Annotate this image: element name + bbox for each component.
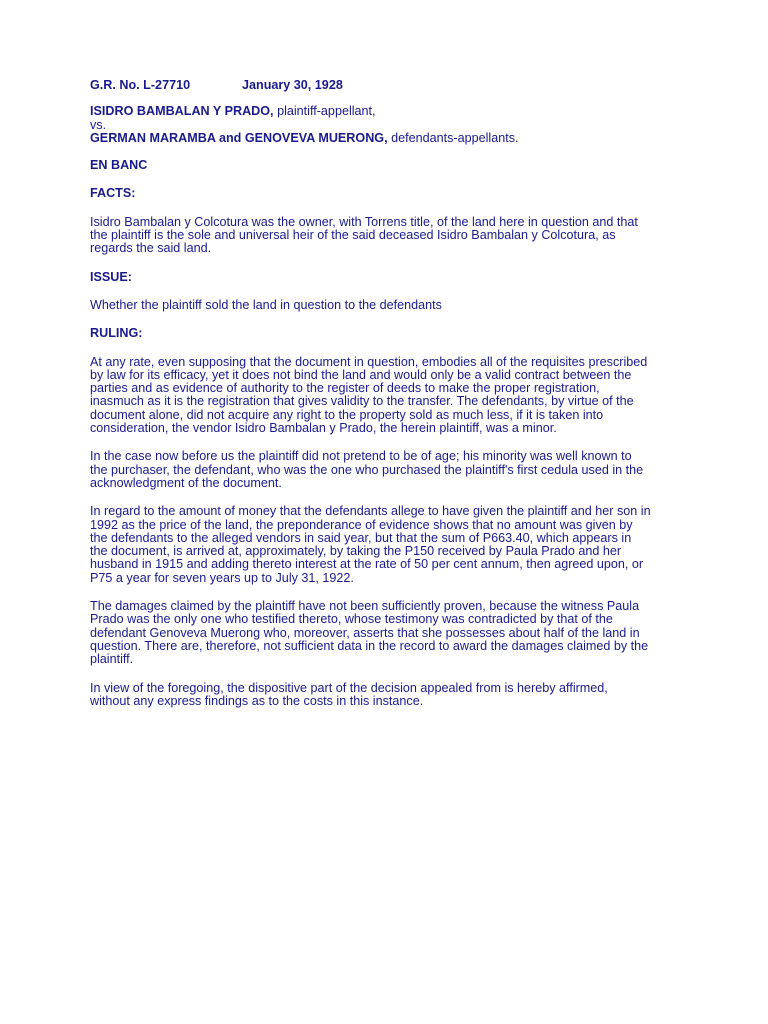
text-line: the document, is arrived at, approximately, by taking the P150 received by Paula Prado and her <box>90 544 622 559</box>
text-line: The damages claimed by the plaintiff have not been sufficiently proven, because the witness Paula <box>90 599 640 614</box>
defendants-line <box>90 132 690 145</box>
text-line: defendant Genoveva Muerong who, moreover, asserts that she possesses about half of the land in <box>90 625 640 640</box>
ruling-paragraph <box>90 505 690 585</box>
text-line: 1992 as the price of the land, the preponderance of evidence shows that no amount was given by <box>90 517 633 532</box>
facts-heading: FACTS: <box>90 186 136 201</box>
text-line: without any express findings as to the costs in this instance. <box>90 693 424 708</box>
text-line: husband in 1915 and adding thereto interest at the rate of 50 per cent annum, then agreed upon, or <box>90 557 644 572</box>
ruling-paragraph <box>90 450 690 490</box>
issue-heading: ISSUE: <box>90 269 132 284</box>
case-header <box>90 79 690 92</box>
text-line: In regard to the amount of money that the defendants allege to have given the plaintiff and her son in <box>90 504 651 519</box>
ruling-paragraph <box>90 600 690 666</box>
case-date: January 30, 1928 <box>242 78 343 92</box>
text-line: Isidro Bambalan y Colcotura was the owner, with Torrens title, of the land here in question and that <box>90 214 638 229</box>
case-digest <box>90 79 690 723</box>
plaintiff-line <box>90 105 690 118</box>
text-line: acknowledgment of the document. <box>90 475 282 490</box>
facts-paragraph <box>90 216 690 256</box>
issue-paragraph <box>90 299 690 312</box>
text-line: At any rate, even supposing that the document in question, embodies all of the requisites prescribed <box>90 354 648 369</box>
defendants-name: GERMAN MARAMBA and GENOVEVA MUERONG, <box>90 130 388 145</box>
text-line: regards the said land. <box>90 241 212 256</box>
text-line: Whether the plaintiff sold the land in question to the defendants <box>90 297 442 312</box>
ruling-heading: RULING: <box>90 326 143 341</box>
text-line: In view of the foregoing, the dispositive part of the decision appealed from is hereby affirmed, <box>90 680 608 695</box>
text-line: inasmuch as it is the registration that gives validity to the transfer. The defendants, by virtue of the <box>90 394 634 409</box>
court-division: EN BANC <box>90 158 148 173</box>
versus-text: vs. <box>90 117 107 132</box>
text-line: the purchaser, the defendant, who was the one who purchased the plaintiff's first cedula used in the <box>90 462 644 477</box>
text-line: P75 a year for seven years up to July 31, 1922. <box>90 570 354 585</box>
text-line: the defendants to the alleged vendors in said year, but that the sum of P663.40, which appears in <box>90 530 632 545</box>
text-line: plaintiff. <box>90 652 134 667</box>
case-parties <box>90 105 690 145</box>
plaintiff-role: plaintiff-appellant, <box>277 104 376 119</box>
text-line: the plaintiff is the sole and universal heir of the said deceased Isidro Bambalan y Colcotura, as <box>90 228 616 243</box>
text-line: parties and as evidence of authority to the register of deeds to make the proper registration, <box>90 381 600 396</box>
text-line: Prado was the only one who testified thereto, whose testimony was contradicted by that of the <box>90 612 613 627</box>
plaintiff-name: ISIDRO BAMBALAN Y PRADO, <box>90 104 274 119</box>
text-line: In the case now before us the plaintiff did not pretend to be of age; his minority was well known to <box>90 449 632 464</box>
ruling-paragraph <box>90 682 690 709</box>
ruling-paragraph <box>90 356 690 436</box>
text-line: by law for its efficacy, yet it does not bind the land and would only be a valid contract between the <box>90 367 632 382</box>
text-line: consideration, the vendor Isidro Bambalan y Prado, the herein plaintiff, was a minor. <box>90 421 557 436</box>
text-line: document alone, did not acquire any right to the property sold as much less, if it is taken into <box>90 407 604 422</box>
gr-number: G.R. No. L-27710 <box>90 78 191 92</box>
text-line: question. There are, therefore, not sufficient data in the record to award the damages claimed by the <box>90 638 649 653</box>
defendants-role: defendants-appellants. <box>391 130 519 145</box>
